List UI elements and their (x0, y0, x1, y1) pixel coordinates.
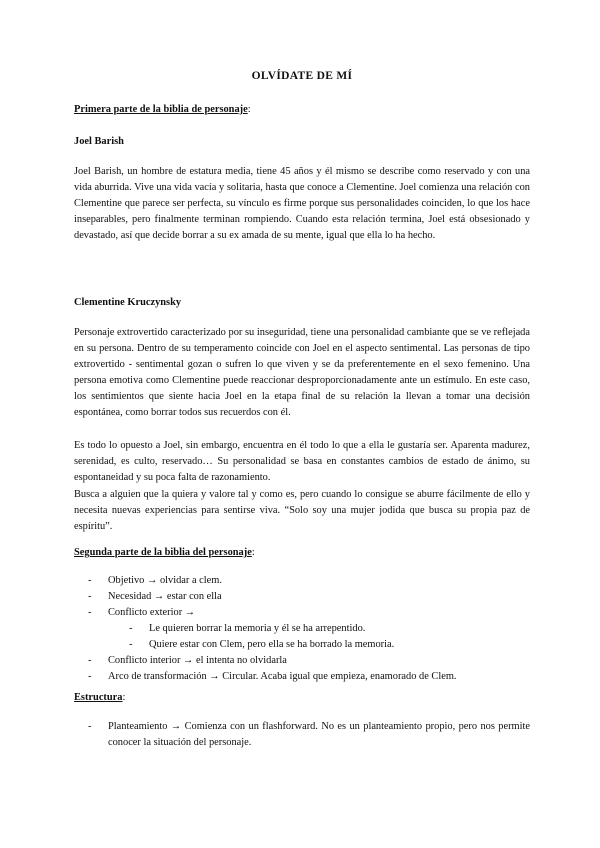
clementine-paragraph-3: Busca a alguien que la quiera y valore tal y como es, pero cuando lo consigue se aburre fácilmente de ello y necesita nuevas experiencias para sentirse viva. “Solo soy una mujer jodida que busca su propia paz de espíritu”. (74, 489, 530, 532)
document-title: OLVÍDATE DE MÍ (251, 70, 353, 82)
part1-heading-line (74, 102, 530, 118)
list-item: - Necesidad → estar con ella (74, 589, 530, 605)
bullet-dash: - (88, 607, 92, 618)
part2-heading-line (74, 545, 530, 561)
part2-heading-colon: : (251, 547, 255, 558)
part1-heading-colon: : (247, 104, 251, 115)
part2-list (74, 573, 530, 685)
list-item: - Objetivo → olvidar a clem. (74, 573, 530, 589)
bullet-dash: - (88, 671, 92, 682)
list-subitem: - Le quieren borrar la memoria y él se ha arrepentido. (74, 621, 530, 637)
list-item: - Conflicto interior → el intenta no olvidarla (74, 653, 530, 669)
joel-paragraph: Joel Barish, un hombre de estatura media, tiene 45 años y él mismo se describe como reservado y con una vida aburrida. Vive una vida vacía y solitaria, hasta que conoce a Clementine. Joel comienza una relación con Clementine que parece ser perfecta, su vínculo es firme porque sus personalidades coinciden, lo que los hace inseparables, pero finalmente terminan rompiendo. Cuando esta relación termina, Joel está obsesionado y devastado, así que decide borrar a su ex amada de su mente, igual que ella lo ha hecho. (74, 166, 530, 241)
bullet-dash: - (129, 639, 133, 650)
list-item: - Planteamiento → Comienza con un flashforward. No es un planteamiento propio, pero nos permite conocer la situación del personaje. (88, 721, 530, 748)
clementine-paragraph-2: Es todo lo opuesto a Joel, sin embargo, encuentra en él todo lo que a ella le gustaría ser. Aparenta madurez, serenidad, es culto, reservado… Su personalidad se basa en constantes cambios de estado de ánimo, su espontaneidad y su poca falta de razonamiento. (74, 440, 530, 483)
list-subitem: - Quiere estar con Clem, pero ella se ha borrado la memoria. (74, 637, 530, 653)
structure-list (74, 719, 530, 751)
bullet-dash: - (129, 623, 133, 634)
structure-heading: Estructura (74, 692, 123, 703)
clementine-paragraph-1: Personaje extrovertido caracterizado por su inseguridad, tiene una personalidad cambiante que se ve reflejada en su persona. Dentro de su temperamento coincide con Joel en el aspecto sentimental. Las personas de tipo extrovertido - sentimental gozan o sufren lo que viven y se da preferentemente en el sexo femenino. Una persona emotiva como Clementine puede reaccionar desproporcionadamente ante un estímulo. En este caso, los sentimientos que siente hacia Joel en la etapa final de su relación la llevan a tomar una decisión espontánea, como borrar todos sus recuerdos con él. (74, 327, 530, 418)
part2-heading: Segunda parte de la biblia del personaje (74, 547, 252, 558)
structure-heading-line (74, 690, 530, 706)
list-item: - Arco de transformación → Circular. Acaba igual que empieza, enamorado de Clem. (74, 669, 530, 685)
bullet-dash: - (88, 575, 92, 586)
part1-heading: Primera parte de la biblia de personaje (74, 104, 248, 115)
list-item: - Conflicto exterior → (74, 605, 530, 621)
clementine-name-heading: Clementine Kruczynsky (74, 297, 182, 308)
bullet-dash: - (88, 591, 92, 602)
bullet-dash: - (88, 721, 92, 732)
bullet-dash: - (88, 655, 92, 666)
joel-name-heading: Joel Barish (74, 136, 124, 147)
structure-heading-colon: : (122, 692, 126, 703)
